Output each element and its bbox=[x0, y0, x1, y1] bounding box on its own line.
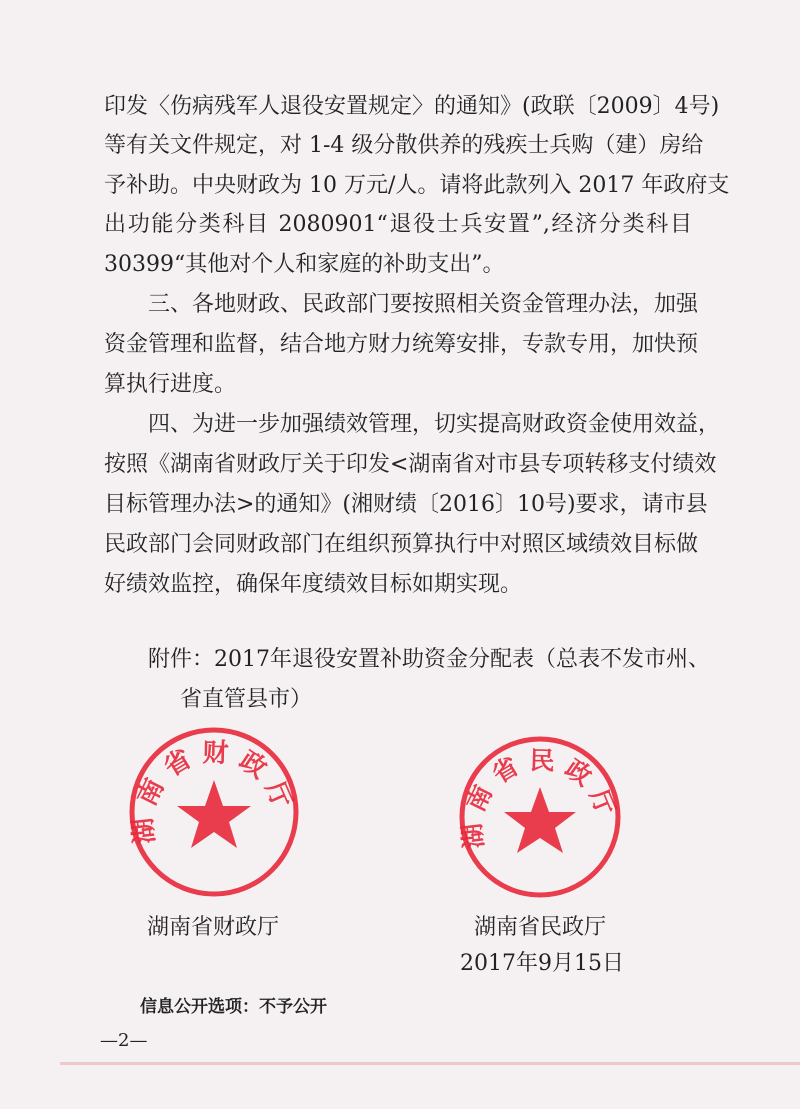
body-line: 印发〈伤病残军人退役安置规定〉的通知》(政联〔2009〕4号) bbox=[104, 94, 720, 119]
body-line: 民政部门会同财政部门在组织预算执行中对照区域绩效目标做 bbox=[104, 532, 699, 557]
body-line: 好绩效监控，确保年度绩效目标如期实现。 bbox=[104, 572, 523, 597]
page-number: —2— bbox=[100, 1030, 148, 1051]
svg-text:湖 南 省 财 政 厅: 湖 南 省 财 政 厅 bbox=[128, 738, 298, 846]
body-line: 算执行进度。 bbox=[104, 372, 237, 397]
body-line: 目标管理办法>的通知》(湘财绩〔2016〕10号)要求，请市县 bbox=[104, 492, 708, 517]
attachment-line: 附件：2017年退役安置补助资金分配表（总表不发市州、 bbox=[148, 647, 710, 672]
body-line: 按照《湖南省财政厅关于印发<湖南省对市县专项转移支付绩效 bbox=[104, 452, 717, 477]
attachment-line: 省直管县市） bbox=[180, 687, 313, 712]
civil-affairs-department-seal bbox=[455, 732, 625, 902]
finance-department-seal bbox=[124, 722, 304, 902]
body-line: 30399“其他对个人和家庭的补助支出”。 bbox=[104, 252, 505, 277]
svg-text:湖 南 省 民 政 厅: 湖 南 省 民 政 厅 bbox=[457, 745, 621, 851]
info-disclosure: 信息公开选项：不予公开 bbox=[140, 997, 327, 1017]
paragraph-4-line: 四、为进一步加强绩效管理，切实提高财政资金使用效益， bbox=[148, 412, 721, 437]
body-line: 等有关文件规定，对 1-4 级分散供养的残疾士兵购（建）房给 bbox=[104, 133, 704, 158]
footer-rule bbox=[60, 1062, 800, 1065]
signature-date: 2017年9月15日 bbox=[460, 951, 624, 976]
body-line: 出功能分类科目 2080901“退役士兵安置”,经济分类科目 bbox=[104, 212, 692, 237]
body-line: 资金管理和监督，结合地方财力统筹安排，专款专用，加快预 bbox=[104, 332, 699, 357]
signature-finance: 湖南省财政厅 bbox=[147, 915, 280, 940]
signature-civil-affairs: 湖南省民政厅 bbox=[474, 915, 607, 940]
paragraph-3-line: 三、各地财政、民政部门要按照相关资金管理办法，加强 bbox=[148, 292, 699, 317]
body-line: 予补助。中央财政为 10 万元/人。请将此款列入 2017 年政府支 bbox=[104, 173, 730, 198]
